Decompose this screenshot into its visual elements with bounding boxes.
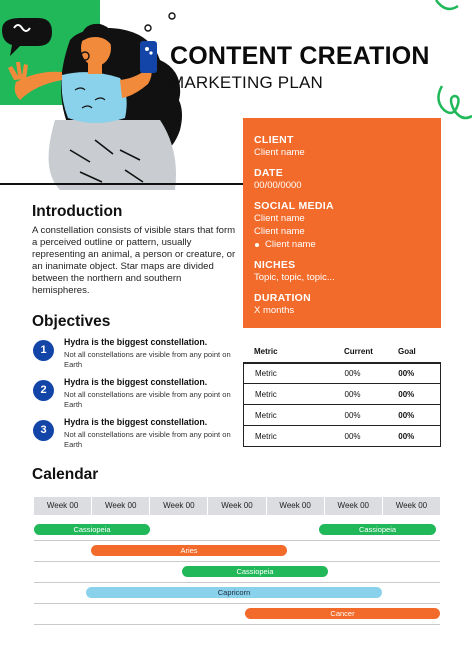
calendar-task-bar[interactable]: Cancer (245, 608, 440, 619)
objective-number-badge: 3 (33, 420, 54, 441)
date-group (254, 167, 441, 192)
cell-current: 00% (344, 431, 361, 441)
cell-goal: 00% (398, 410, 415, 420)
duration-group (254, 292, 441, 317)
woman-with-phone-illustration (0, 0, 240, 190)
objective-description: Not all constellations are visible from any point on Earth (64, 430, 231, 449)
calendar-task-bar[interactable]: Cassiopeia (34, 524, 150, 535)
table-row (243, 405, 441, 426)
calendar-task-bar[interactable]: Aries (91, 545, 287, 556)
social-media-value-2: Client name (254, 226, 305, 237)
objective-description: Not all constellations are visible from any point on Earth (64, 390, 231, 409)
introduction-text: A constellation consists of visible stars that form a perceived outline or pattern, usually representing an animal, a person or creature, or an inanimate object. Star maps are divided between the northern and southern hemispheres. (32, 225, 236, 296)
table-row (243, 426, 441, 447)
header-current: Current (344, 347, 373, 356)
table-row (243, 384, 441, 405)
metrics-table (243, 341, 441, 447)
green-squiggle-decoration (432, 0, 472, 130)
cell-goal: 00% (398, 431, 415, 441)
objective-number-badge: 1 (33, 340, 54, 361)
date-value: 00/00/0000 (254, 180, 302, 191)
week-label: Week 00 (34, 497, 92, 515)
objectives-heading: Objectives (32, 313, 111, 330)
calendar-task-bar[interactable]: Cassiopeia (319, 524, 436, 535)
niches-value: Topic, topic, topic... (254, 272, 335, 283)
week-label: Week 00 (267, 497, 325, 515)
cell-metric: Metric (255, 369, 277, 378)
table-row (243, 363, 441, 384)
calendar-grid-line (34, 624, 440, 625)
objective-number-badge: 2 (33, 380, 54, 401)
cell-metric: Metric (255, 410, 277, 420)
cell-metric: Metric (255, 431, 277, 441)
objective-item (33, 337, 243, 377)
social-media-bullet: Client name (254, 238, 441, 251)
client-value: Client name (254, 147, 305, 158)
calendar-heading: Calendar (32, 466, 99, 483)
social-media-value-1: Client name (254, 213, 305, 224)
header-metric: Metric (254, 347, 278, 356)
calendar-task-bar[interactable]: Cassiopeia (182, 566, 328, 577)
hero-illustration (0, 0, 240, 190)
calendar-grid-line (34, 582, 440, 583)
cell-current: 00% (344, 369, 361, 378)
social-media-group (254, 200, 441, 251)
client-group (254, 134, 441, 159)
duration-label: DURATION (254, 292, 312, 304)
date-label: DATE (254, 167, 284, 179)
objective-item (33, 417, 243, 457)
client-label: CLIENT (254, 134, 294, 146)
duration-value: X months (254, 305, 295, 316)
niches-group (254, 259, 441, 284)
niches-label: NICHES (254, 259, 296, 271)
calendar-week-header (34, 497, 440, 515)
week-label: Week 00 (325, 497, 383, 515)
page-subtitle: MARKETING PLAN (170, 73, 323, 92)
week-label: Week 00 (395, 501, 428, 510)
client-info-card (243, 118, 441, 328)
week-label: Week 00 (208, 497, 266, 515)
objective-description: Not all constellations are visible from any point on Earth (64, 350, 231, 369)
week-label: Week 00 (150, 497, 208, 515)
objective-item (33, 377, 243, 417)
cell-current: 00% (344, 410, 361, 420)
objective-title: Hydra is the biggest constellation. (64, 337, 208, 347)
introduction-heading: Introduction (32, 203, 123, 220)
calendar-grid-line (34, 603, 440, 604)
calendar-grid-line (34, 561, 440, 562)
header-goal: Goal (398, 347, 416, 356)
page-title: CONTENT CREATION (170, 42, 430, 70)
cell-metric: Metric (255, 389, 277, 399)
cell-goal: 00% (398, 389, 415, 399)
week-label: Week 00 (92, 497, 150, 515)
divider-line (0, 183, 244, 185)
objective-title: Hydra is the biggest constellation. (64, 377, 208, 387)
cell-goal: 00% (398, 369, 415, 378)
cell-current: 00% (344, 389, 361, 399)
social-media-label: SOCIAL MEDIA (254, 200, 334, 212)
objective-title: Hydra is the biggest constellation. (64, 417, 208, 427)
social-media-list (254, 238, 441, 251)
calendar-task-bar[interactable]: Capricorn (86, 587, 382, 598)
calendar-grid-line (34, 540, 440, 541)
table-header-row (243, 341, 441, 363)
